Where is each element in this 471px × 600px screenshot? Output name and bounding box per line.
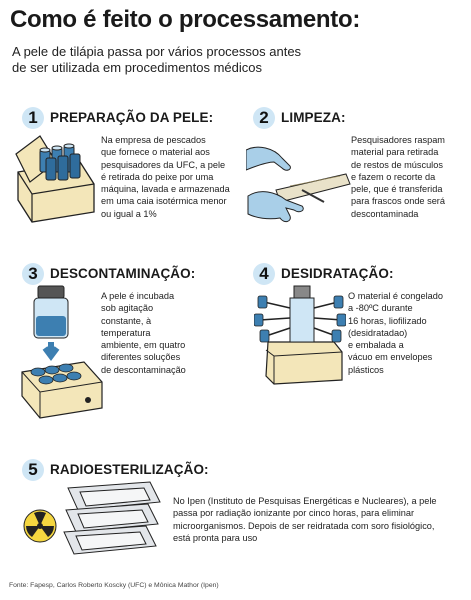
step-2-heading: LIMPEZA:	[281, 110, 346, 125]
step-3-number: 3	[22, 263, 44, 285]
step-4-text: O material é congelado a -80ºC durante 16 horas, liofilizado (desidratadao) e embalada a vácuo em envelopes plásticos	[348, 291, 443, 375]
step-5-text: No Ipen (Instituto de Pesquisas Energéticas e Nucleares), a pele passa por radiação ionizante por cinco horas, para eliminar microorganismos. Depois de ser reidratada com soro fisiológico, está pronta para uso	[173, 496, 437, 543]
step-2-number: 2	[253, 107, 275, 129]
step-2-text: Pesquisadores raspam material para retirada de restos de músculos e fazem o recorte da pele, que é transferida para frascos onde será descontaminada	[351, 135, 445, 219]
step-1-heading: PREPARAÇÃO DA PELE:	[50, 110, 214, 125]
step-5-heading: RADIOESTERILIZAÇÃO:	[50, 462, 209, 477]
step-3-text: A pele é incubada sob agitação constante, à temperatura ambiente, em quatro diferentes soluções de descontaminação	[101, 291, 186, 375]
step-1-text: Na empresa de pescados que fornece o material aos pesquisadores da UFC, a pele é retirada do peixe por uma máquina, lavada e armazenada em uma caia isotérmica menor ou igual a 1%	[101, 135, 230, 219]
isothermal-box-illustration	[10, 132, 100, 224]
page-title: Como é feito o processamento:	[10, 6, 361, 33]
step-1-number: 1	[22, 107, 44, 129]
shaker-incubator-illustration	[18, 282, 108, 422]
gloved-hands-illustration	[246, 140, 351, 230]
step-5-number: 5	[22, 459, 44, 481]
page-subtitle: A pele de tilápia passa por vários processos antes de ser utilizada em procedimentos médicos	[12, 44, 302, 75]
radiation-icon	[24, 510, 56, 542]
step-4-heading: DESIDRATAÇÃO:	[281, 266, 394, 281]
source-note: Fonte: Fapesp, Carlos Roberto Koscky (UFC) e Mônica Mathor (Ipen)	[9, 582, 219, 589]
step-3-heading: DESCONTAMINAÇÃO:	[50, 266, 196, 281]
freeze-dryer-illustration	[254, 284, 346, 390]
vacuum-envelopes-illustration	[20, 480, 170, 560]
step-4-number: 4	[253, 263, 275, 285]
